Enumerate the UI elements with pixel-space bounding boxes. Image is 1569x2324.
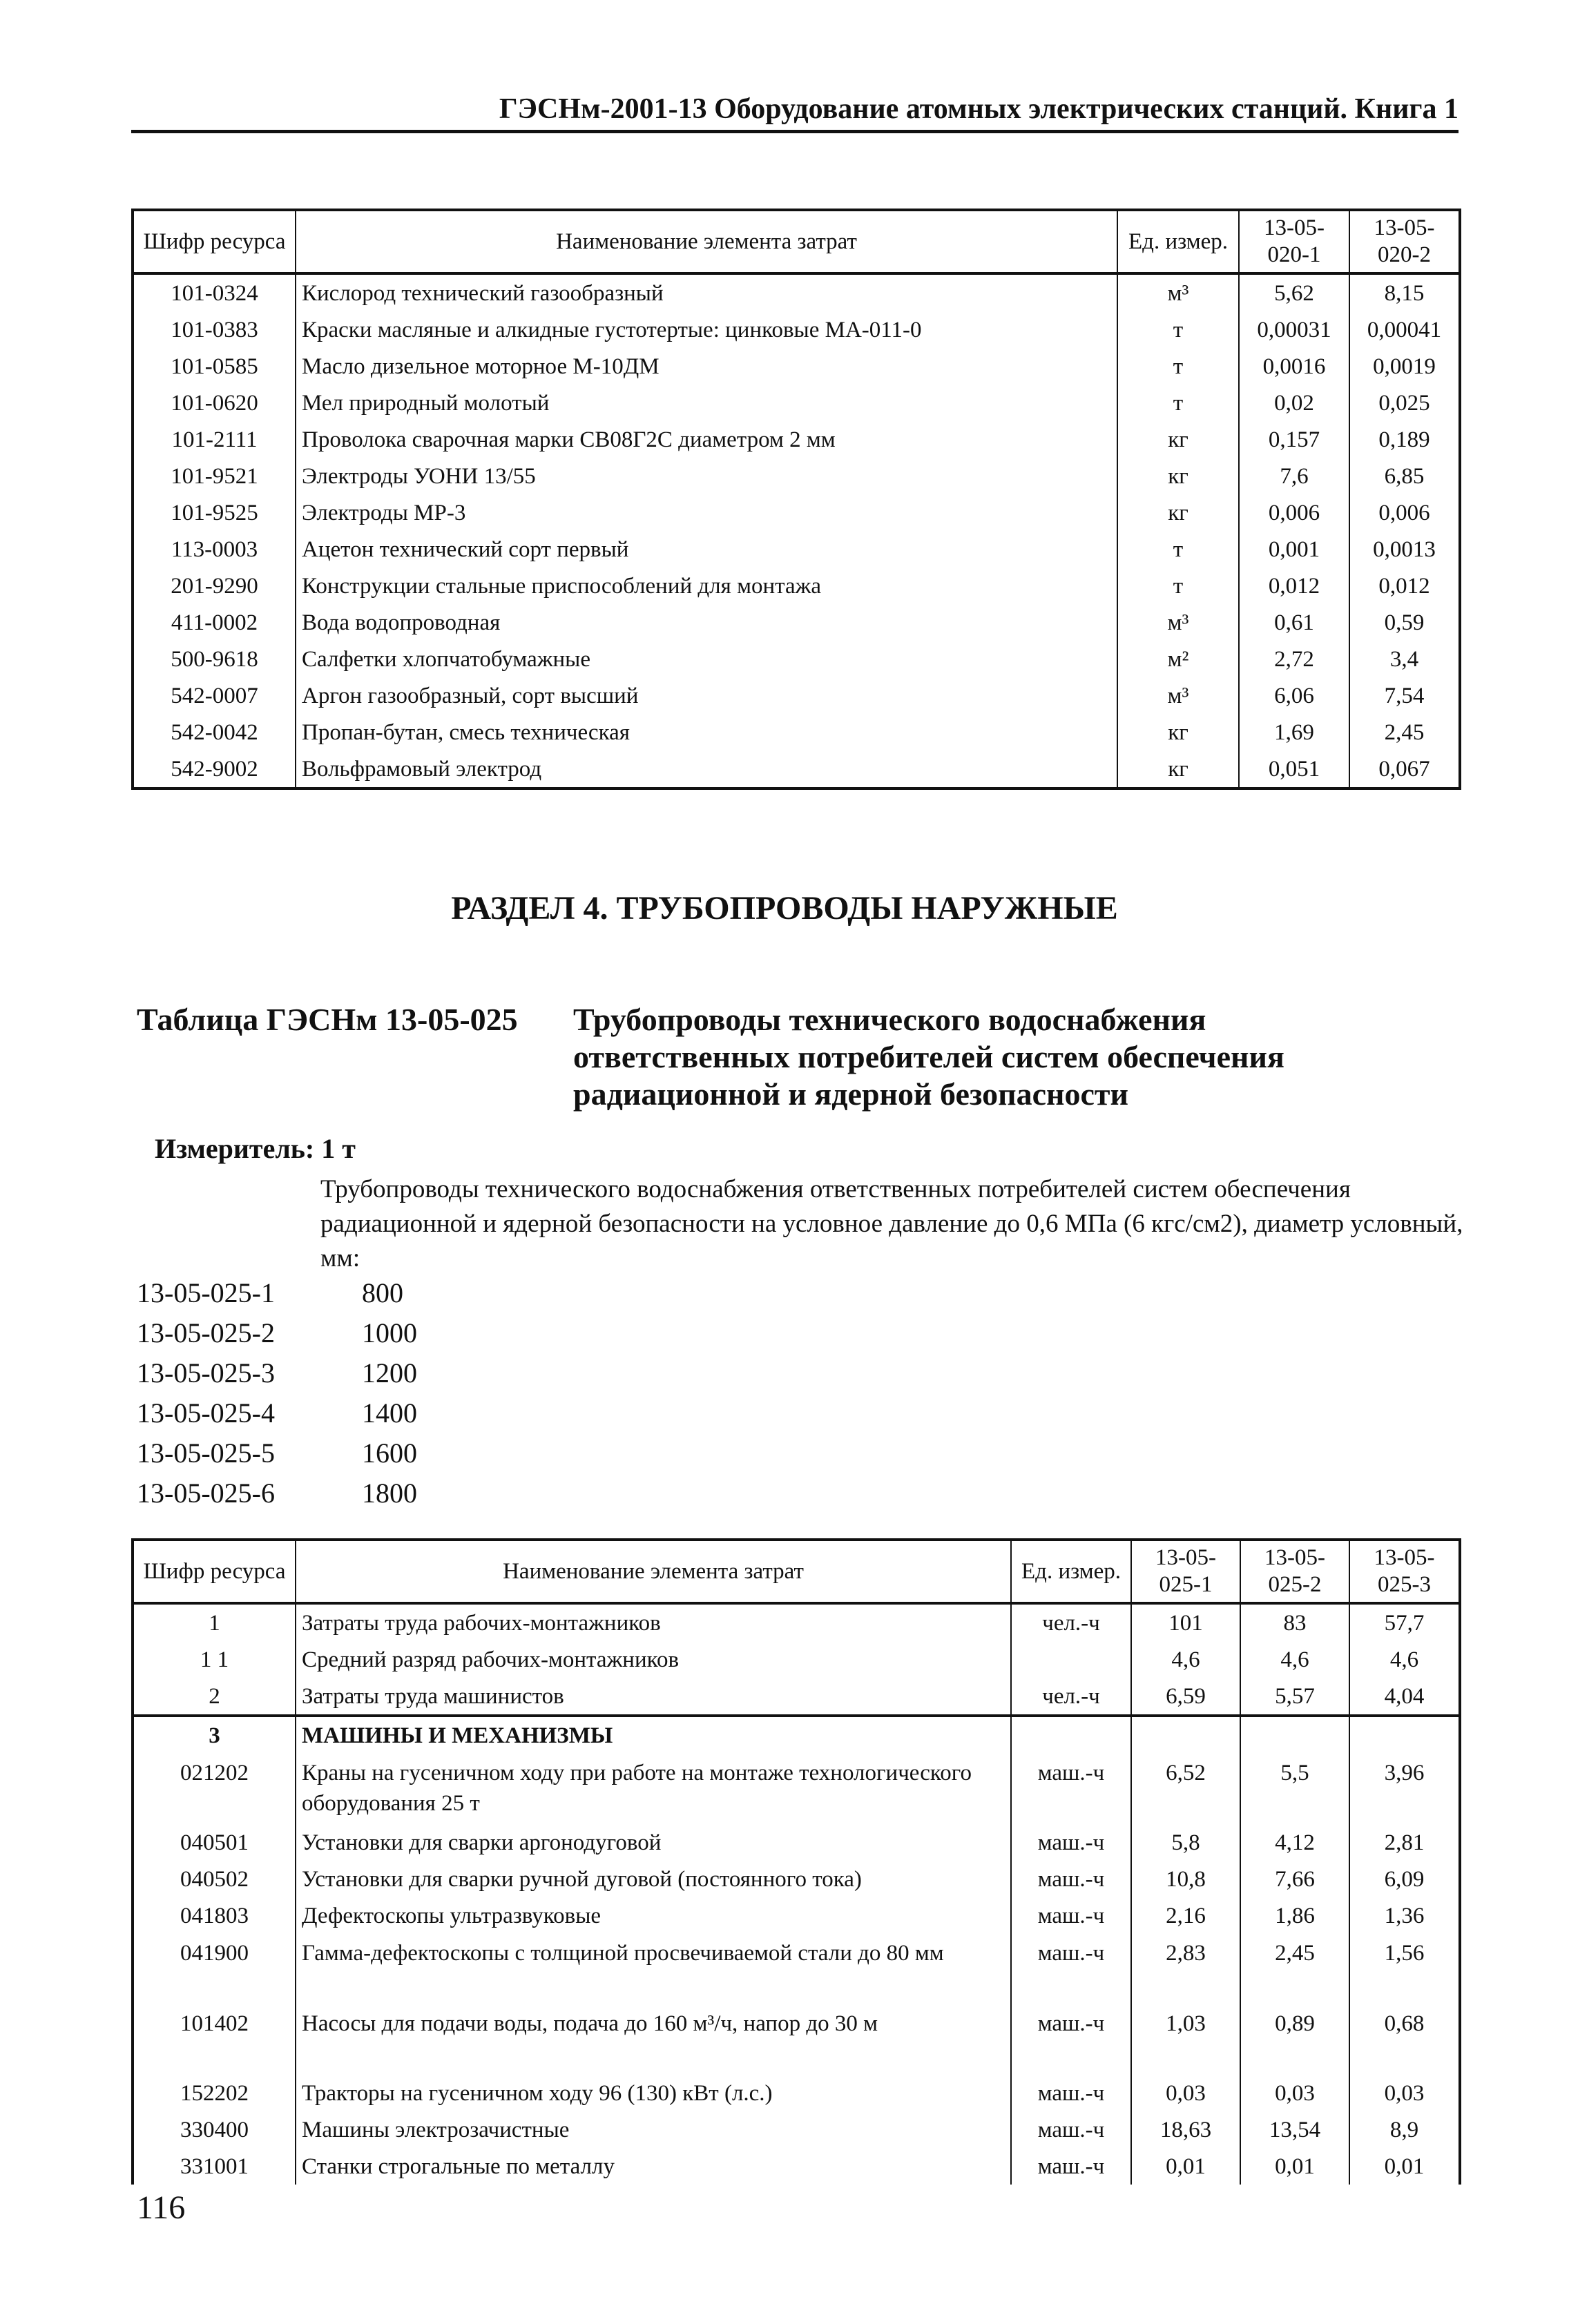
- value-norm-2: 7,66: [1240, 1861, 1349, 1897]
- resource-code: 021202: [133, 1754, 296, 1824]
- value-norm-3: 6,09: [1349, 1861, 1460, 1897]
- resource-unit: т: [1117, 531, 1239, 568]
- resource-code: 330400: [133, 2111, 296, 2148]
- value-norm-1: [1131, 1716, 1240, 1754]
- resource-unit: м²: [1117, 641, 1239, 677]
- spec-diameter: 800: [362, 1277, 403, 1308]
- resource-code: 101402: [133, 2004, 296, 2075]
- resource-unit: чел.-ч: [1011, 1678, 1131, 1716]
- value-norm-2: 0,012: [1349, 568, 1460, 604]
- resource-code: 101-0620: [133, 385, 296, 421]
- resource-unit: кг: [1117, 751, 1239, 788]
- value-norm-2: 0,59: [1349, 604, 1460, 641]
- resource-unit: маш.-ч: [1011, 1934, 1131, 2004]
- value-norm-1: 1,03: [1131, 2004, 1240, 2075]
- resource-name: Вода водопроводная: [296, 604, 1117, 641]
- resource-name: Гамма-дефектоскопы с толщиной просвечиваемой стали до 80 мм: [296, 1934, 1011, 2004]
- spec-diameter: 1200: [362, 1357, 417, 1388]
- table-row: [133, 677, 1460, 714]
- value-norm-2: 0,0013: [1349, 531, 1460, 568]
- value-norm-2: [1240, 1716, 1349, 1754]
- resource-code: 542-0042: [133, 714, 296, 751]
- resource-code: 040501: [133, 1824, 296, 1861]
- value-norm-1: 0,006: [1239, 494, 1349, 531]
- value-norm-1: 101: [1131, 1603, 1240, 1641]
- table-row: [133, 2004, 1460, 2075]
- table-row: [133, 1897, 1460, 1934]
- resource-code: 331001: [133, 2148, 296, 2185]
- value-norm-1: 0,012: [1239, 568, 1349, 604]
- value-norm-2: 0,006: [1349, 494, 1460, 531]
- resource-code: 101-0324: [133, 273, 296, 311]
- resource-unit: маш.-ч: [1011, 1861, 1131, 1897]
- table-title-label: Таблица ГЭСНм 13-05-025: [137, 1002, 518, 1037]
- spec-code: 13-05-025-6: [137, 1478, 275, 1509]
- resource-name: Проволока сварочная марки СВ08Г2С диаметром 2 мм: [296, 421, 1117, 458]
- col-header-name: Наименование элемента затрат: [296, 210, 1117, 273]
- resource-unit: маш.-ч: [1011, 2075, 1131, 2111]
- value-norm-2: 5,5: [1240, 1754, 1349, 1824]
- resource-name: Масло дизельное моторное М-10ДМ: [296, 348, 1117, 385]
- table-row: [133, 1716, 1460, 1754]
- resource-unit: т: [1117, 385, 1239, 421]
- resource-unit: маш.-ч: [1011, 2148, 1131, 2185]
- value-norm-1: 4,6: [1131, 1641, 1240, 1678]
- resource-code: 500-9618: [133, 641, 296, 677]
- page-number: 116: [137, 2189, 186, 2226]
- value-norm-2: 5,57: [1240, 1678, 1349, 1716]
- col-header-norm-1: 13-05-025-1: [1131, 1540, 1240, 1603]
- resource-name: Дефектоскопы ультразвуковые: [296, 1897, 1011, 1934]
- value-norm-1: 0,02: [1239, 385, 1349, 421]
- spec-diameter: 1600: [362, 1437, 417, 1469]
- value-norm-2: 2,45: [1349, 714, 1460, 751]
- value-norm-1: 0,001: [1239, 531, 1349, 568]
- value-norm-2: 0,0019: [1349, 348, 1460, 385]
- table-row: [133, 1861, 1460, 1897]
- value-norm-1: 6,06: [1239, 677, 1349, 714]
- table-row: [133, 348, 1460, 385]
- resource-code: 542-9002: [133, 751, 296, 788]
- table-row: [133, 531, 1460, 568]
- spec-item: [137, 1473, 417, 1513]
- spec-list: [137, 1273, 417, 1513]
- resource-code: 101-0585: [133, 348, 296, 385]
- value-norm-3: 57,7: [1349, 1603, 1460, 1641]
- table-title-text: Трубопроводы технического водоснабжения ответственных потребителей систем обеспечения радиационной и ядерной безопасности: [573, 1002, 1284, 1112]
- resource-code: 101-2111: [133, 421, 296, 458]
- value-norm-2: 6,85: [1349, 458, 1460, 494]
- resource-name: Краны на гусеничном ходу при работе на монтаже технологического оборудования 25 т: [296, 1754, 1011, 1824]
- resource-name: Установки для сварки аргонодуговой: [296, 1824, 1011, 1861]
- col-header-norm-1: 13-05-020-1: [1239, 210, 1349, 273]
- resource-code: 041900: [133, 1934, 296, 2004]
- value-norm-1: 5,8: [1131, 1824, 1240, 1861]
- value-norm-2: 13,54: [1240, 2111, 1349, 2148]
- value-norm-3: 0,01: [1349, 2148, 1460, 2185]
- resource-name: Электроды МР-3: [296, 494, 1117, 531]
- table-row: [133, 751, 1460, 788]
- table-row: [133, 604, 1460, 641]
- table-row: [133, 1754, 1460, 1824]
- resource-name: Конструкции стальные приспособлений для монтажа: [296, 568, 1117, 604]
- resource-name: Насосы для подачи воды, подача до 160 м³/ч, напор до 30 м: [296, 2004, 1011, 2075]
- meter-line: [155, 1132, 356, 1165]
- col-header-norm-3: 13-05-025-3: [1349, 1540, 1460, 1603]
- value-norm-1: 0,051: [1239, 751, 1349, 788]
- meter-value: 1 т: [321, 1133, 356, 1164]
- table-row: [133, 494, 1460, 531]
- resource-name: Станки строгальные по металлу: [296, 2148, 1011, 2185]
- spec-code: 13-05-025-5: [137, 1437, 275, 1469]
- section-title: РАЗДЕЛ 4. ТРУБОПРОВОДЫ НАРУЖНЫЕ: [451, 890, 1118, 927]
- table-header-row: [133, 1540, 1460, 1603]
- table-row: [133, 421, 1460, 458]
- value-norm-3: 8,9: [1349, 2111, 1460, 2148]
- table-row: [133, 273, 1460, 311]
- value-norm-1: 2,16: [1131, 1897, 1240, 1934]
- running-header: ГЭСНм-2001-13 Оборудование атомных электрических станций. Книга 1: [131, 91, 1459, 133]
- resource-unit: маш.-ч: [1011, 1897, 1131, 1934]
- table-row: [133, 385, 1460, 421]
- resource-code: 201-9290: [133, 568, 296, 604]
- spec-item: [137, 1433, 417, 1473]
- value-norm-2: 8,15: [1349, 273, 1460, 311]
- resource-name: Тракторы на гусеничном ходу 96 (130) кВт (л.с.): [296, 2075, 1011, 2111]
- spec-diameter: 1000: [362, 1317, 417, 1348]
- resource-unit: м³: [1117, 273, 1239, 311]
- table-row: [133, 1641, 1460, 1678]
- value-norm-2: 0,025: [1349, 385, 1460, 421]
- resource-name: Затраты труда рабочих-монтажников: [296, 1603, 1011, 1641]
- spec-code: 13-05-025-3: [137, 1357, 275, 1388]
- resource-code: 3: [133, 1716, 296, 1754]
- col-header-code: Шифр ресурса: [133, 1540, 296, 1603]
- col-header-unit: Ед. измер.: [1117, 210, 1239, 273]
- resource-unit: м³: [1117, 677, 1239, 714]
- value-norm-2: 2,45: [1240, 1934, 1349, 2004]
- value-norm-1: 2,83: [1131, 1934, 1240, 2004]
- value-norm-1: 7,6: [1239, 458, 1349, 494]
- resource-code: 113-0003: [133, 531, 296, 568]
- table-header-row: [133, 210, 1460, 273]
- resource-name: Вольфрамовый электрод: [296, 751, 1117, 788]
- value-norm-1: 0,01: [1131, 2148, 1240, 2185]
- value-norm-2: 0,89: [1240, 2004, 1349, 2075]
- value-norm-1: 0,157: [1239, 421, 1349, 458]
- resource-code: 041803: [133, 1897, 296, 1934]
- value-norm-3: 2,81: [1349, 1824, 1460, 1861]
- resource-code: 040502: [133, 1861, 296, 1897]
- resource-unit: т: [1117, 568, 1239, 604]
- resource-code: 2: [133, 1678, 296, 1716]
- value-norm-2: 0,03: [1240, 2075, 1349, 2111]
- resource-name: Краски масляные и алкидные густотертые: цинковые МА-011-0: [296, 311, 1117, 348]
- value-norm-2: 0,189: [1349, 421, 1460, 458]
- resource-code: 101-9521: [133, 458, 296, 494]
- spec-item: [137, 1353, 417, 1393]
- value-norm-3: [1349, 1716, 1460, 1754]
- value-norm-3: 4,04: [1349, 1678, 1460, 1716]
- col-header-norm-2: 13-05-025-2: [1240, 1540, 1349, 1603]
- resource-unit: чел.-ч: [1011, 1603, 1131, 1641]
- value-norm-2: 1,86: [1240, 1897, 1349, 1934]
- value-norm-1: 6,59: [1131, 1678, 1240, 1716]
- resource-name: МАШИНЫ И МЕХАНИЗМЫ: [296, 1716, 1011, 1754]
- resource-name: Кислород технический газообразный: [296, 273, 1117, 311]
- spec-code: 13-05-025-4: [137, 1397, 275, 1429]
- value-norm-1: 2,72: [1239, 641, 1349, 677]
- table-row: [133, 2075, 1460, 2111]
- resource-unit: маш.-ч: [1011, 1824, 1131, 1861]
- value-norm-1: 0,0016: [1239, 348, 1349, 385]
- resource-unit: маш.-ч: [1011, 2004, 1131, 2075]
- value-norm-1: 0,03: [1131, 2075, 1240, 2111]
- resource-unit: [1011, 1716, 1131, 1754]
- value-norm-3: 0,03: [1349, 2075, 1460, 2111]
- resource-name: Пропан-бутан, смесь техническая: [296, 714, 1117, 751]
- materials-table: [131, 209, 1461, 790]
- col-header-code: Шифр ресурса: [133, 210, 296, 273]
- spec-code: 13-05-025-2: [137, 1317, 275, 1348]
- resources-table: [131, 1538, 1461, 2185]
- value-norm-2: 7,54: [1349, 677, 1460, 714]
- value-norm-3: 1,36: [1349, 1897, 1460, 1934]
- value-norm-2: 83: [1240, 1603, 1349, 1641]
- resource-code: 1 1: [133, 1641, 296, 1678]
- table-row: [133, 2111, 1460, 2148]
- resource-name: Аргон газообразный, сорт высший: [296, 677, 1117, 714]
- table-row: [133, 311, 1460, 348]
- resource-code: 101-0383: [133, 311, 296, 348]
- col-header-name: Наименование элемента затрат: [296, 1540, 1011, 1603]
- resource-name: Машины электрозачистные: [296, 2111, 1011, 2148]
- meter-label: Измеритель:: [155, 1133, 315, 1164]
- value-norm-1: 5,62: [1239, 273, 1349, 311]
- value-norm-1: 18,63: [1131, 2111, 1240, 2148]
- value-norm-3: 1,56: [1349, 1934, 1460, 2004]
- value-norm-2: 0,067: [1349, 751, 1460, 788]
- table-row: [133, 2148, 1460, 2185]
- table-row: [133, 1824, 1460, 1861]
- value-norm-1: 6,52: [1131, 1754, 1240, 1824]
- resource-name: Ацетон технический сорт первый: [296, 531, 1117, 568]
- resource-name: Салфетки хлопчатобумажные: [296, 641, 1117, 677]
- value-norm-3: 4,6: [1349, 1641, 1460, 1678]
- resource-code: 101-9525: [133, 494, 296, 531]
- table-row: [133, 714, 1460, 751]
- resource-name: Затраты труда машинистов: [296, 1678, 1011, 1716]
- table-row: [133, 1603, 1460, 1641]
- value-norm-1: 1,69: [1239, 714, 1349, 751]
- col-header-unit: Ед. измер.: [1011, 1540, 1131, 1603]
- table-row: [133, 641, 1460, 677]
- value-norm-1: 0,61: [1239, 604, 1349, 641]
- value-norm-2: 3,4: [1349, 641, 1460, 677]
- spec-code: 13-05-025-1: [137, 1277, 275, 1308]
- resource-unit: маш.-ч: [1011, 1754, 1131, 1824]
- spec-item: [137, 1313, 417, 1353]
- value-norm-1: 0,00031: [1239, 311, 1349, 348]
- resource-code: 152202: [133, 2075, 296, 2111]
- table-row: [133, 1678, 1460, 1716]
- value-norm-2: 4,6: [1240, 1641, 1349, 1678]
- spec-diameter: 1400: [362, 1397, 417, 1429]
- value-norm-3: 0,68: [1349, 2004, 1460, 2075]
- table-row: [133, 1934, 1460, 2004]
- resource-code: 411-0002: [133, 604, 296, 641]
- resource-name: Средний разряд рабочих-монтажников: [296, 1641, 1011, 1678]
- resource-unit: т: [1117, 311, 1239, 348]
- resource-name: Электроды УОНИ 13/55: [296, 458, 1117, 494]
- value-norm-2: 0,01: [1240, 2148, 1349, 2185]
- value-norm-2: 4,12: [1240, 1824, 1349, 1861]
- table-row: [133, 458, 1460, 494]
- resource-code: 1: [133, 1603, 296, 1641]
- resource-unit: [1011, 1641, 1131, 1678]
- value-norm-2: 0,00041: [1349, 311, 1460, 348]
- resource-code: 542-0007: [133, 677, 296, 714]
- resource-unit: кг: [1117, 458, 1239, 494]
- resource-name: Установки для сварки ручной дуговой (постоянного тока): [296, 1861, 1011, 1897]
- col-header-norm-2: 13-05-020-2: [1349, 210, 1460, 273]
- resource-name: Мел природный молотый: [296, 385, 1117, 421]
- resource-unit: маш.-ч: [1011, 2111, 1131, 2148]
- value-norm-3: 3,96: [1349, 1754, 1460, 1824]
- spec-diameter: 1800: [362, 1478, 417, 1509]
- resource-unit: кг: [1117, 494, 1239, 531]
- resource-unit: кг: [1117, 421, 1239, 458]
- resource-unit: т: [1117, 348, 1239, 385]
- value-norm-1: 10,8: [1131, 1861, 1240, 1897]
- table-row: [133, 568, 1460, 604]
- resource-unit: кг: [1117, 714, 1239, 751]
- spec-item: [137, 1393, 417, 1433]
- work-description: Трубопроводы технического водоснабжения ответственных потребителей систем обеспечения радиационной и ядерной безопасности на условное давление до 0,6 МПа (6 кгс/см2), диаметр условный, мм:: [320, 1175, 1463, 1272]
- spec-item: [137, 1273, 417, 1313]
- resource-unit: м³: [1117, 604, 1239, 641]
